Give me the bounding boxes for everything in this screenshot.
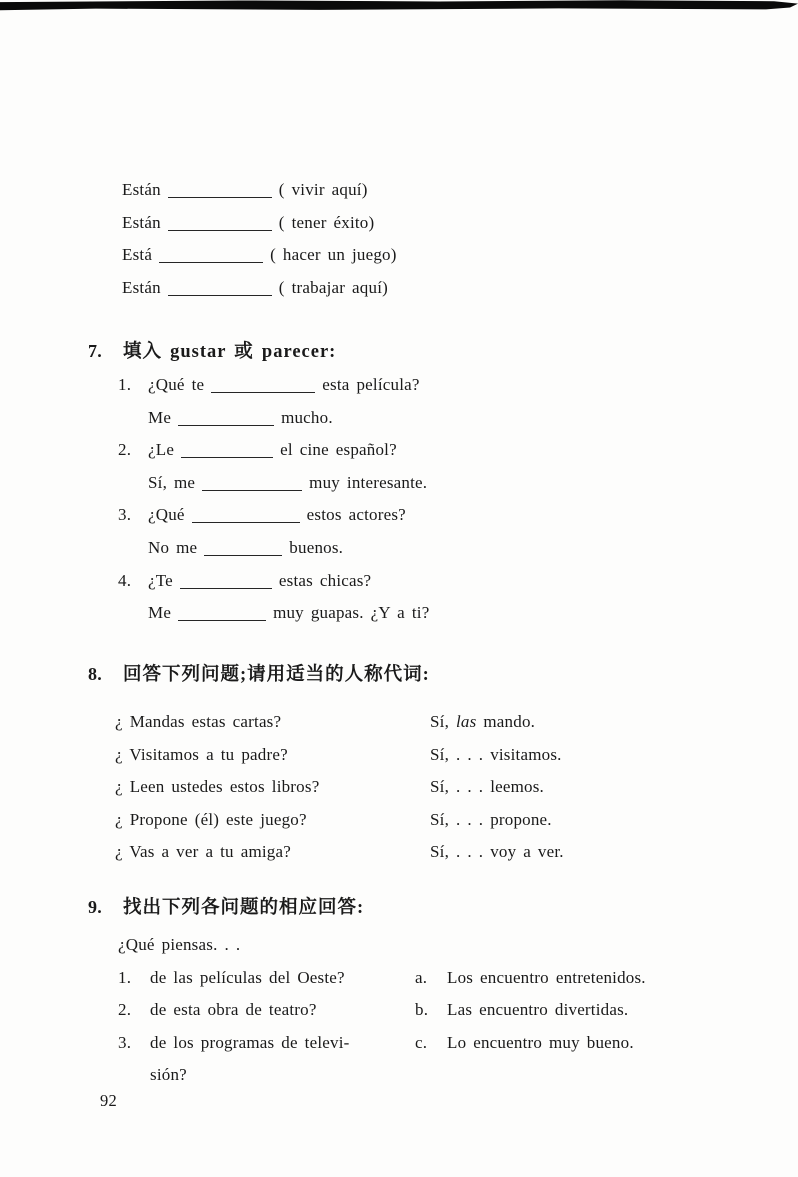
item-text: estos actores?: [306, 505, 406, 525]
answer-post: visitamos.: [490, 744, 562, 764]
question-continuation: sión?: [150, 1065, 187, 1085]
matching-row: [88, 1027, 634, 1060]
exercise-item-line: [88, 565, 429, 598]
fill-prefix: Están: [122, 212, 161, 232]
question-text: ¿ Mandas estas cartas?: [115, 712, 282, 731]
exercise-title: 填入 gustar 或 parecer:: [123, 342, 337, 362]
question-answer-list: [88, 706, 564, 869]
blank-line: [204, 553, 282, 556]
item-text: ¿Qué: [148, 505, 185, 525]
question-number: 2.: [118, 1000, 132, 1020]
answer-text: [430, 706, 535, 739]
item-number: 4.: [118, 570, 132, 590]
item-text: buenos.: [289, 537, 344, 557]
question-text: de los programas de televi-: [150, 1032, 350, 1052]
fill-suffix: ( tener éxito): [278, 212, 375, 232]
item-number: 1.: [118, 375, 132, 394]
exercise-item-line: [88, 532, 429, 565]
question-text: de las películas del Oeste?: [150, 967, 345, 987]
question-text: ¿ Propone (él) este juego?: [115, 809, 307, 829]
blank-line: [180, 586, 272, 589]
answer-letter: a.: [415, 967, 428, 987]
exercise-number: 8.: [88, 664, 102, 684]
blank-line: [168, 293, 272, 296]
answer-post: mando.: [476, 712, 536, 731]
exercise-7-header: [88, 335, 429, 369]
question-row: [88, 836, 564, 869]
answer-pre: Sí, . . .: [430, 744, 491, 764]
fill-prefix: Está: [122, 245, 153, 265]
exercise-item-line: [88, 369, 429, 402]
exercise-item-line: [88, 467, 429, 500]
answer-letter: b.: [415, 1000, 429, 1020]
item-number: 2.: [118, 440, 132, 460]
answer-pre: Sí, . . .: [430, 842, 491, 862]
answer-post: leemos.: [490, 777, 544, 797]
item-text: esta película?: [322, 375, 420, 394]
matching-row: [88, 962, 646, 995]
blank-line: [159, 260, 263, 263]
fill-in-line: [122, 174, 397, 207]
exercise-8-header: [88, 658, 430, 692]
exercise-item-line: [88, 402, 429, 435]
answer-post: propone.: [490, 809, 552, 829]
exercise-title: 找出下列各问题的相应回答:: [123, 898, 365, 918]
question-number: 1.: [118, 967, 132, 987]
blank-line: [192, 520, 300, 523]
blank-line: [202, 488, 302, 491]
exercise-intro: ¿Qué piensas. . .: [118, 935, 241, 954]
answer-text: [430, 836, 564, 869]
answer-text: [430, 739, 562, 772]
fill-in-line: [122, 207, 397, 240]
exercise-number: 9.: [88, 897, 102, 917]
exercise-item-line: [88, 597, 429, 630]
exercise-item-line: [88, 434, 429, 467]
blank-line: [178, 618, 266, 621]
blank-line: [211, 390, 315, 393]
blank-line: [168, 228, 272, 231]
answer-pre: Sí, . . .: [430, 777, 491, 797]
question-text: ¿ Vas a ver a tu amiga?: [115, 842, 291, 862]
answer-text: [430, 804, 552, 837]
question-row: [88, 739, 562, 772]
fill-suffix: ( trabajar aquí): [278, 277, 388, 297]
item-text: estas chicas?: [278, 570, 372, 590]
answer-pre: Sí, . . .: [430, 809, 491, 829]
item-text: muy interesante.: [309, 472, 428, 492]
exercise-7: [88, 335, 429, 630]
question-text: ¿ Leen ustedes estos libros?: [115, 777, 320, 797]
matching-row: [88, 994, 629, 1027]
answer-post: voy a ver.: [490, 842, 564, 862]
answer-text: Lo encuentro muy bueno.: [447, 1032, 634, 1052]
blank-line: [168, 195, 272, 198]
fill-suffix: ( hacer un juego): [270, 245, 397, 265]
item-text: mucho.: [281, 407, 333, 427]
answer-text: [430, 771, 544, 804]
fill-in-line: [122, 239, 397, 272]
fill-prefix: Están: [122, 277, 161, 297]
item-number: 3.: [118, 505, 132, 525]
verb-fill-section: [122, 174, 397, 304]
exercise-number: 7.: [88, 341, 102, 361]
question-text: de esta obra de teatro?: [150, 1000, 317, 1020]
question-row: [88, 804, 552, 837]
answer-pronoun-italic: las: [455, 712, 477, 731]
item-text: muy guapas. ¿Y a ti?: [273, 603, 430, 623]
exercise-item-line: [88, 499, 429, 532]
answer-text: Los encuentro entretenidos.: [447, 967, 646, 987]
item-text: ¿Te: [148, 570, 173, 590]
answer-pre: Sí,: [430, 712, 456, 731]
item-text: el cine español?: [280, 440, 397, 460]
blank-line: [181, 455, 273, 458]
answer-letter: c.: [415, 1032, 428, 1052]
question-number: 3.: [118, 1032, 132, 1052]
item-text: ¿Qué te: [148, 375, 205, 394]
exercise-title: 回答下列问题;请用适当的人称代词:: [123, 665, 430, 685]
page-number: 92: [100, 1091, 117, 1110]
exercise-8: [88, 658, 564, 869]
item-text: Me: [148, 407, 172, 427]
fill-in-line: [122, 272, 397, 305]
exercise-9: [88, 891, 646, 1092]
fill-prefix: Están: [122, 180, 161, 199]
answer-text: Las encuentro divertidas.: [447, 1000, 629, 1020]
exercise-9-header: [88, 891, 364, 925]
item-text: ¿Le: [148, 440, 175, 460]
item-text: Me: [148, 603, 172, 623]
item-text: No me: [148, 537, 198, 557]
item-text: Sí, me: [148, 472, 196, 492]
question-text: ¿ Visitamos a tu padre?: [115, 744, 288, 764]
scan-edge-artifact: [0, 0, 798, 12]
question-row: [88, 771, 544, 804]
blank-line: [178, 423, 274, 426]
question-row: [88, 706, 536, 739]
fill-suffix: ( vivir aquí): [278, 180, 368, 199]
